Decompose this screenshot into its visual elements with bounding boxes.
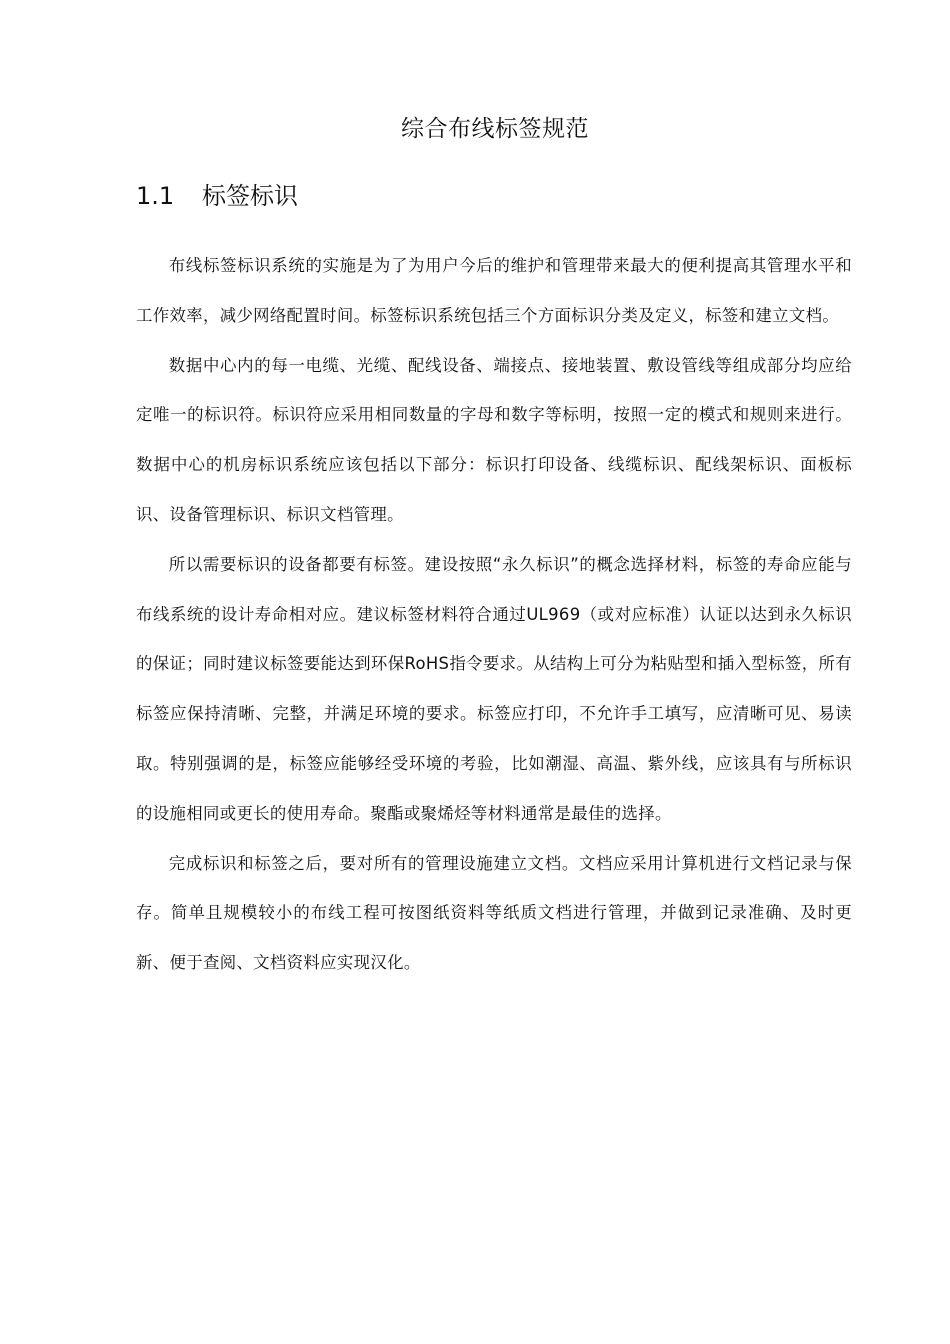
body-text [136,241,852,988]
paragraph-3: 所以需要标识的设备都要有标签。建设按照“永久标识”的概念选择材料，标签的寿命应能与布线系统的设计寿命相对应。建议标签材料符合通过UL969（或对应标准）认证以达到永久标识的保证；同时建议标签要能达到环保RoHS指令要求。从结构上可分为粘贴型和插入型标签，所有标签应保持清晰、完整，并满足环境的要求。标签应打印，不允许手工填写，应清晰可见、易读取。特别强调的是，标签应能够经受环境的考验，比如潮湿、高温、紫外线，应该具有与所标识的设施相同或更长的使用寿命。聚酯或聚烯烃等材料通常是最佳的选择。 [136,554,852,823]
section-number: 1.1 [136,182,175,210]
section-heading [136,178,298,214]
document-title: 综合布线标签规范 [401,116,589,142]
paragraph-1: 布线标签标识系统的实施是为了为用户今后的维护和管理带来最大的便利提高其管理水平和工作效率，减少网络配置时间。标签标识系统包括三个方面标识分类及定义，标签和建立文档。 [136,256,852,325]
paragraph-2: 数据中心内的每一电缆、光缆、配线设备、端接点、接地装置、敷设管线等组成部分均应给定唯一的标识符。标识符应采用相同数量的字母和数字等标明，按照一定的模式和规则来进行。数据中心的机房标识系统应该包括以下部分：标识打印设备、线缆标识、配线架标识、面板标识、设备管理标识、标识文档管理。 [136,355,852,524]
section-title: 标签标识 [202,182,298,210]
paragraph-4: 完成标识和标签之后，要对所有的管理设施建立文档。文档应采用计算机进行文档记录与保存。简单且规模较小的布线工程可按图纸资料等纸质文档进行管理，并做到记录准确、及时更新、便于查阅、文档资料应实现汉化。 [136,853,852,973]
